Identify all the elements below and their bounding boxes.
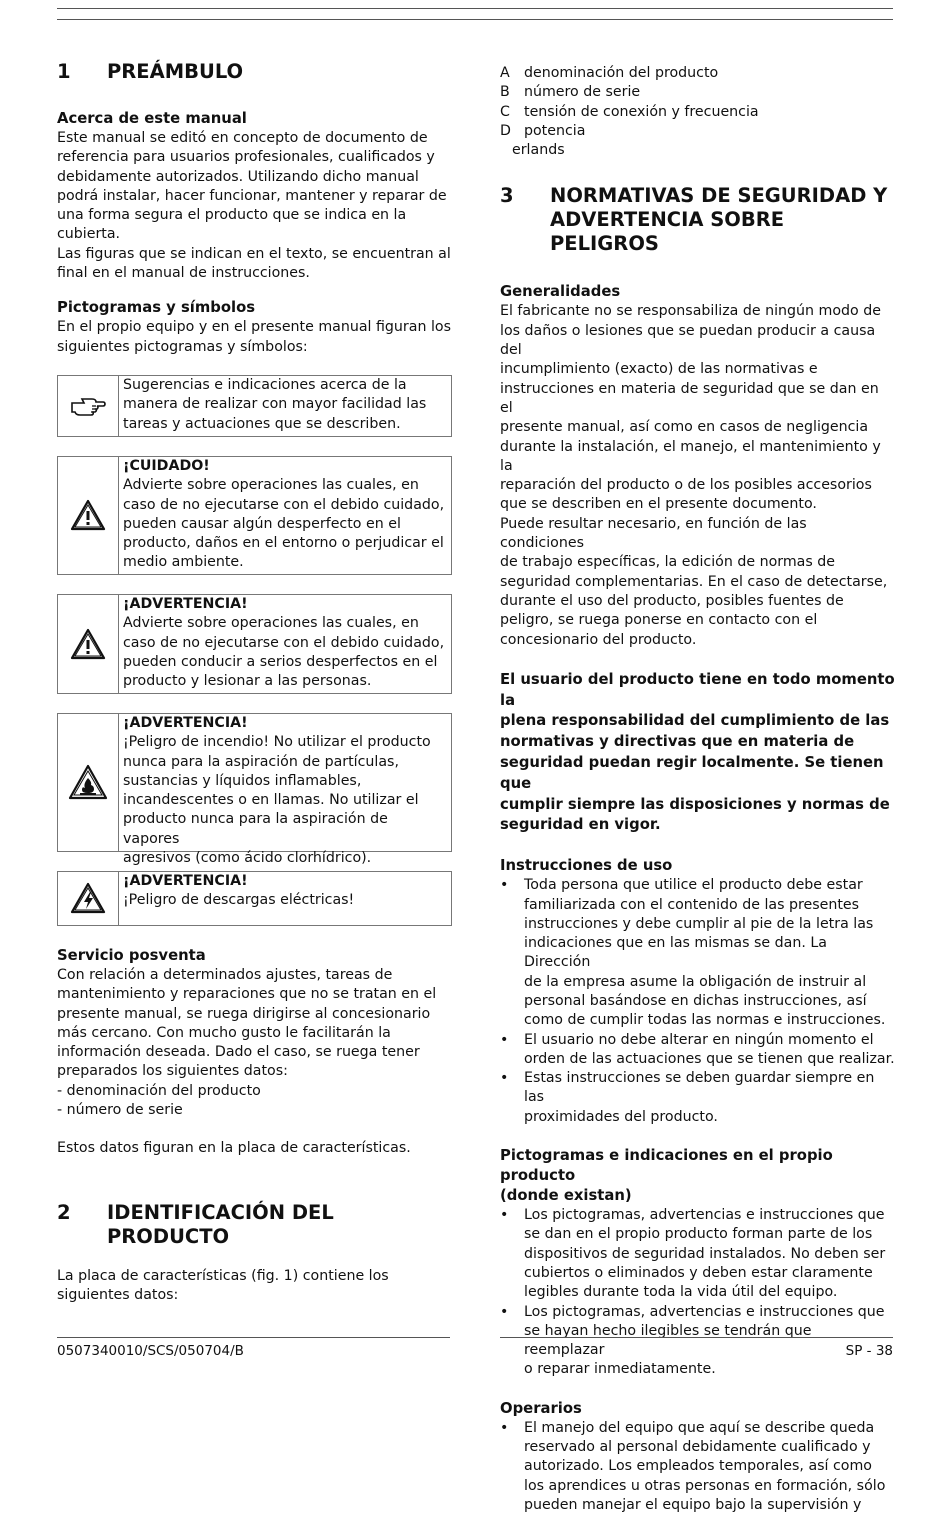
identification-text: La placa de características (fig. 1) contiene los siguientes datos: [57, 1267, 389, 1303]
list-item: • El manejo del equipo que aquí se describe queda reservado al personal debidamente cualificado y autorizado. Los empleados temporales, así como los aprendices u otras personas en formación, sólo pueden manejar el equipo bajo la supervisión y [500, 1419, 886, 1513]
service-heading: Servicio posventa [57, 946, 206, 964]
general-heading: Generalidades [500, 283, 621, 301]
hint-box: Sugerencias e indicaciones acerca de la manera de realizar con mayor facilidad las tareas y actuaciones que se describen. [57, 375, 452, 437]
list-item: • Los pictogramas, advertencias e instrucciones que se hayan hecho ilegibles se tendrán que reemplazar o reparar inmediatamente. [500, 1303, 885, 1378]
about-heading: Acerca de este manual [57, 110, 247, 127]
list-item: • Toda persona que utilice el producto debe estar familiarizada con el contenido de las presentes instrucciones y debe cumplir al pie de la letra las indicaciones que en las mismas se dan. La Dirección de la empresa asume la obligación de instruir al personal basándose en dichas instrucciones, así como de cumplir todas las normas e instrucciones. [500, 877, 886, 1029]
electric-warning-icon [58, 872, 119, 925]
footer-rule-left [57, 1337, 450, 1338]
warning-triangle-icon [58, 595, 119, 693]
service-text: Con relación a determinados ajustes, tareas de mantenimiento y reparaciones que no se tratan en el presente manual, se ruega dirigirse al concesionario más cercano. Con mucho gusto le facilitarán la información deseada. Dado el caso, se ruega tener preparados los siguientes datos: - denominación del producto - número de serie Estos datos figuran en la placa de características. [57, 966, 437, 1157]
warning-triangle-icon [58, 457, 119, 574]
operators-list [500, 1419, 895, 1515]
list-item: B número de serie [500, 84, 641, 101]
header-rule-top [57, 8, 893, 9]
list-item: • El usuario no debe alterar en ningún momento el orden de las actuaciones que se tienen que realizar. [500, 1031, 895, 1067]
section-2-heading: 2 IDENTIFICACIÓN DEL PRODUCTO [57, 1200, 334, 1248]
product-pictograms-list [500, 1206, 895, 1380]
pictograms-heading: Pictogramas y símbolos [57, 299, 256, 317]
product-pictograms-heading: Pictogramas e indicaciones en el propio producto (donde existan) [500, 1147, 833, 1205]
caution-box: ¡CUIDADO! Advierte sobre operaciones las cuales, en caso de no ejecutarse con el debido cuidado, pueden causar algún desperfecto en el producto, daños en el entorno o perjudicar el medio ambiente. [57, 456, 452, 575]
usage-heading: Instrucciones de uso [500, 857, 673, 875]
usage-list [500, 876, 895, 1127]
left-column [57, 60, 452, 1305]
operators-heading: Operarios [500, 1399, 582, 1417]
section-1-heading: 1 PREÁMBULO [57, 60, 244, 83]
page-number: SP - 38 [845, 1343, 893, 1359]
nameplate-list [500, 64, 895, 160]
about-text: Este manual se editó en concepto de documento de referencia para usuarios profesionales, cualificados y debidamente autorizados. Utilizando dicho manual podrá instalar, hacer funcionar, mantener y reparar de una forma segura el producto que se indica en la cubierta. Las figuras que se indican en el texto, se encuentran al final en el manual de instrucciones. [57, 130, 451, 282]
pointing-hand-icon [58, 376, 119, 436]
header-rule-bottom [57, 19, 893, 20]
fire-warning-box: ¡ADVERTENCIA! ¡Peligro de incendio! No utilizar el producto nunca para la aspiración de partículas, sustancias y líquidos inflamables, incandescentes o en llamas. No utilizar el producto nunca para la aspiración de vapores agresivos (como ácido clorhídrico). [57, 713, 452, 852]
list-item: • Los pictogramas, advertencias e instrucciones que se dan en el propio producto forman parte de los dispositivos de seguridad instalados. No deben ser cubiertos o eliminados y deben estar claramente legibles durante toda la vida útil del equipo. [500, 1207, 886, 1301]
section-3-heading: 3 NORMATIVAS DE SEGURIDAD Y ADVERTENCIA SOBRE PELIGROS [500, 184, 888, 256]
right-column [500, 64, 895, 1515]
electric-warning-box: ¡ADVERTENCIA! ¡Peligro de descargas eléctricas! [57, 871, 452, 926]
responsibility-notice: El usuario del producto tiene en todo momento la plena responsabilidad del cumplimiento de las normativas y directivas que en materia de seguridad puedan regir localmente. Se tienen que cumplir siempre las disposiciones y normas de seguridad en vigor. [500, 670, 895, 834]
list-item: A denominación del producto [500, 65, 719, 81]
general-text: El fabricante no se responsabiliza de ningún modo de los daños o lesiones que se puedan producir a causa del incumplimiento (exacto) de las normativas e instrucciones en materia de seguridad que se dan en el presente manual, así como en casos de negligencia durante la instalación, el manejo, el mantenimiento y la reparación del producto o de los posibles accesorios que se describen en el presente documento. Puede resultar necesario, en función de las condiciones de trabajo específicas, la edición de normas de seguridad complementarias. En el caso de detectarse, durante el uso del producto, posibles fuentes de peligro, se ruega ponerse en contacto con el concesionario del producto. [500, 303, 888, 648]
warning-box: ¡ADVERTENCIA! Advierte sobre operaciones las cuales, en caso de no ejecutarse con el debido cuidado, pueden conducir a serios desperfectos en el producto y lesionar a las personas. [57, 594, 452, 694]
fire-warning-icon [58, 714, 119, 851]
list-item: • Estas instrucciones se deben guardar siempre en las proximidades del producto. [500, 1070, 875, 1125]
list-item: C tensión de conexión y frecuencia [500, 103, 759, 120]
document-code: 0507340010/SCS/050704/B [57, 1343, 244, 1359]
pictograms-text: En el propio equipo y en el presente manual figuran los siguientes pictogramas y símbolos: [57, 319, 451, 355]
footer-rule-right [500, 1337, 893, 1338]
stray-text: erlands [512, 142, 565, 159]
list-item: D potencia [500, 122, 586, 139]
